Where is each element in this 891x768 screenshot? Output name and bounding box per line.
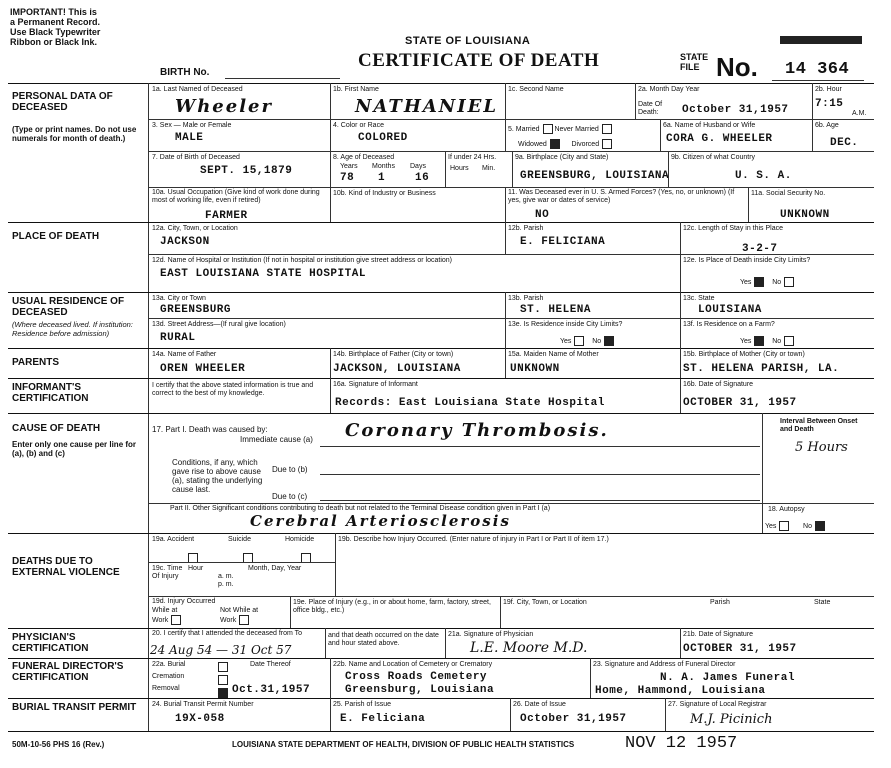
personal-section: PERSONAL DATA OF DECEASED [12, 91, 113, 113]
due-c-label: Due to (c) [272, 492, 308, 501]
cemetery-location: Greensburg, Louisiana [345, 684, 495, 696]
label-12d: 12d. Name of Hospital or Institution (If not in hospital or institution give street address or location) [152, 257, 452, 264]
registrar-signature: M.J. Picinich [690, 712, 773, 727]
label-9a: 9a. Birthplace (City and State) [515, 154, 609, 161]
ampm: A.M. [852, 110, 867, 117]
funeral-date: Oct.31,1957 [232, 684, 311, 696]
important-note: IMPORTANT! This is a Permanent Record. Use Black Typewriter Ribbon or Black Ink. [10, 7, 101, 47]
citizen: U. S. A. [735, 170, 792, 182]
director-location: Home, Hammond, Louisiana [595, 685, 766, 697]
informant-records: Records: East Louisiana State Hospital [335, 397, 605, 409]
label-25: 25. Parish of Issue [333, 701, 391, 708]
autopsy-boxes: Yes No [765, 521, 825, 531]
res-farm: Yes No [740, 336, 794, 346]
days-label: Days [410, 163, 426, 170]
label-1a: 1a. Last Named of Deceased [152, 86, 243, 93]
date-of-death-label: Date Of Death: [638, 101, 663, 116]
removal-box [215, 684, 228, 702]
label-6b: 6b. Age [815, 122, 839, 129]
label-1b: 1b. First Name [333, 86, 379, 93]
label-19b: 19b. Describe how Injury Occurred. (Enter nature of injury in Part I or Part II of item 17.) [338, 536, 609, 543]
under24-label: If under 24 Hrs. [448, 154, 497, 161]
pm-label: p. m. [218, 581, 234, 588]
cremation-label: Cremation [152, 673, 185, 680]
mother: UNKNOWN [510, 363, 560, 375]
label-22b: 22b. Name and Location of Cemetery or Crematory [333, 661, 493, 668]
issue-date: October 31,1957 [520, 713, 627, 725]
age-months: 1 [378, 172, 386, 184]
state-file-label: STATE FILE [680, 52, 709, 72]
label-13e: 13e. Is Residence inside City Limits? [508, 321, 623, 328]
armed-forces: NO [535, 209, 550, 221]
no-label: No. [716, 52, 758, 82]
residence-note: (Where deceased lived. If institution: Residence before admission) [12, 320, 133, 338]
place-section: PLACE OF DEATH [12, 231, 100, 242]
label-15b: 15b. Birthplace of Mother (City or town) [683, 351, 805, 358]
date-thereof-label: Date Thereof [250, 661, 291, 668]
father: OREN WHEELER [160, 363, 246, 375]
sex: MALE [175, 132, 204, 144]
label-26: 26. Date of Issue [513, 701, 566, 708]
label-19a: 19a. Accident [152, 536, 195, 543]
interval-label: Interval Between Onset and Death [780, 418, 858, 433]
hospital: EAST LOUISIANA STATE HOSPITAL [160, 268, 366, 280]
death-parish: E. FELICIANA [520, 236, 606, 248]
min-label: Min. [482, 165, 496, 172]
label-11a: 11a. Social Security No. [751, 190, 826, 197]
state-name: STATE OF LOUISIANA [405, 35, 531, 47]
dept-name: LOUISIANA STATE DEPARTMENT OF HEALTH, DIVISION OF PUBLIC HEALTH STATISTICS [232, 740, 575, 749]
external-section: DEATHS DUE TO EXTERNAL VIOLENCE [12, 556, 120, 578]
res-state: LOUISIANA [698, 304, 762, 316]
informant-cert-text: I certify that the above stated information is true and correct to the best of my knowledge. [152, 382, 314, 397]
file-number: 14 364 [785, 60, 850, 79]
father-birthplace: JACKSON, LOUISIANA [333, 363, 461, 375]
received-stamp: NOV 12 1957 [625, 734, 738, 753]
physician-section: PHYSICIAN'S CERTIFICATION [12, 632, 89, 654]
informant-section: INFORMANT'S CERTIFICATION [12, 382, 89, 404]
label-1c: 1c. Second Name [508, 86, 564, 93]
that-death-text: and that death occurred on the date and hour stated above. [328, 632, 439, 647]
informant-date: OCTOBER 31, 1957 [683, 397, 797, 409]
birthplace: GREENSBURG, LOUISIANA [520, 170, 670, 182]
label-15a: 15a. Maiden Name of Mother [508, 351, 599, 358]
occupation: FARMER [205, 210, 248, 222]
label-18: 18. Autopsy [768, 506, 805, 513]
label-4: 4. Color or Race [333, 122, 384, 129]
from-to: 24 Aug 54 — 31 Oct 57 [150, 643, 292, 657]
first-name: NATHANIEL [355, 96, 499, 117]
burial-parish: E. Feliciana [340, 713, 426, 725]
label-16b: 16b. Date of Signature [683, 381, 754, 388]
physician-date: OCTOBER 31, 1957 [683, 643, 797, 655]
years-label: Years [340, 163, 358, 170]
parents-section: PARENTS [12, 357, 60, 368]
cause-a: Coronary Thrombosis. [345, 420, 609, 441]
physician-signature: L.E. Moore M.D. [470, 640, 588, 656]
suicide-label: Suicide [228, 536, 251, 543]
label-14b: 14b. Birthplace of Father (City or town) [333, 351, 454, 358]
removal-label: Removal [152, 685, 180, 692]
label-19f: 19f. City, Town, or Location [503, 599, 587, 606]
director: N. A. James Funeral [660, 672, 795, 684]
label-2a: 2a. Month Day Year [638, 86, 700, 93]
due-b-label: Due to (b) [272, 465, 308, 474]
conditions-label: Conditions, if any, which gave rise to above cause (a), stating the underlying cause last. [172, 458, 263, 494]
label-12c: 12c. Length of Stay in this Place [683, 225, 784, 232]
ext-state-label: State [814, 599, 831, 606]
label-13c: 13c. State [683, 295, 715, 302]
cause-other: Cerebral Arteriosclerosis [250, 512, 511, 530]
label-3: 3. Sex — Male or Female [152, 122, 232, 129]
ssn: UNKNOWN [780, 209, 830, 221]
birth-no-label: BIRTH No. [160, 67, 210, 78]
label-13f: 13f. Is Residence on a Farm? [683, 321, 775, 328]
permit-number: 19X-058 [175, 713, 225, 725]
age-days: 16 [415, 172, 430, 184]
label-10a: 10a. Usual Occupation (Give kind of work done during most of working life, even if retired) [152, 189, 320, 204]
label-6a: 6a. Name of Husband or Wife [663, 122, 756, 129]
inside-limits: Yes No [740, 277, 794, 287]
label-7: 7. Date of Birth of Deceased [152, 154, 240, 161]
label-23: 23. Signature and Address of Funeral Director [593, 661, 736, 668]
label-2b: 2b. Hour [815, 86, 842, 93]
spouse: CORA G. WHEELER [666, 133, 773, 145]
months-label: Months [372, 163, 395, 170]
mdy-label: Month, Day, Year [248, 565, 302, 572]
label-24: 24. Burial Transit Permit Number [152, 701, 254, 708]
res-limits: Yes No [560, 336, 614, 346]
residence-section: USUAL RESIDENCE OF DECEASED [12, 296, 125, 318]
label-19c: 19c. Time Of Injury [152, 565, 183, 580]
black-bar [780, 36, 862, 44]
spouse-age: DEC. [830, 137, 859, 149]
label-13b: 13b. Parish [508, 295, 544, 302]
label-14a: 14a. Name of Father [152, 351, 217, 358]
res-parish: ST. HELENA [520, 304, 592, 316]
cause-note: Enter only one cause per line for (a), (b) and (c) [12, 440, 137, 458]
last-name: Wheeler [175, 96, 273, 117]
label-21b: 21b. Date of Signature [683, 631, 754, 638]
label-13a: 13a. City or Town [152, 295, 206, 302]
label-11: 11. Was Deceased ever in U. S. Armed Forces? (Yes, no, or unknown) (If yes, give war or dates of service) [508, 189, 735, 204]
label-22a: 22a. Burial [152, 661, 186, 668]
marital-row2: Widowed Divorced [518, 139, 612, 149]
race: COLORED [358, 132, 408, 144]
label-5: 5. Married Never Married [508, 124, 612, 134]
immediate-label: Immediate cause (a) [240, 435, 313, 444]
am-label: a. m. [218, 573, 234, 580]
label-27: 27. Signature of Local Registrar [668, 701, 767, 708]
label-19d: 19d. Injury Occurred [152, 598, 216, 605]
funeral-section: FUNERAL DIRECTOR'S CERTIFICATION [12, 661, 124, 683]
dob: SEPT. 15,1879 [200, 165, 293, 177]
cemetery: Cross Roads Cemetery [345, 671, 488, 683]
while-at-work: While at Work [152, 607, 192, 625]
label-13d: 13d. Street Address—(If rural give location) [152, 321, 286, 328]
mother-birthplace: ST. HELENA PARISH, LA. [683, 363, 840, 375]
label-10b: 10b. Kind of Industry or Business [333, 190, 436, 197]
hour: 7:15 [815, 98, 844, 110]
stay: 3-2-7 [742, 243, 778, 255]
res-city: GREENSBURG [160, 304, 232, 316]
hours-label: Hours [450, 165, 469, 172]
personal-note: (Type or print names. Do not use numerals for month of death.) [12, 125, 137, 143]
label-9b: 9b. Citizen of what Country [671, 154, 756, 161]
label-19e: 19e. Place of Injury (e.g., in or about home, farm, factory, street, office bldg., etc.) [293, 599, 491, 614]
death-city: JACKSON [160, 236, 210, 248]
res-street: RURAL [160, 332, 196, 344]
label-12e: 12e. Is Place of Death inside City Limits? [683, 257, 811, 264]
hour-label: Hour [188, 565, 204, 572]
interval-value: 5 Hours [795, 440, 848, 455]
ext-parish-label: Parish [710, 599, 730, 606]
cause-section: CAUSE OF DEATH [12, 423, 101, 434]
label-20: 20. I certify that I attended the deceased from To [152, 630, 303, 637]
certificate-title: CERTIFICATE OF DEATH [358, 50, 600, 71]
burial-section: BURIAL TRANSIT PERMIT [12, 702, 137, 713]
label-17: 17. Part I. Death was caused by: [152, 425, 268, 434]
date-of-death: October 31,1957 [682, 104, 789, 116]
homicide-label: Homicide [285, 536, 315, 543]
label-16a: 16a. Signature of Informant [333, 381, 418, 388]
label-12b: 12b. Parish [508, 225, 544, 232]
form-number: 50M-10-56 PHS 16 (Rev.) [12, 740, 105, 749]
label-21a: 21a. Signature of Physician [448, 631, 534, 638]
label-8: 8. Age of Deceased [333, 154, 395, 161]
part2-label: Part II. Other Significant conditions contributing to death but not related to the Terminal Disease condition given in Part I (a) [170, 505, 551, 512]
label-12a: 12a. City, Town, or Location [152, 225, 238, 232]
not-while-at-work: Not While at Work [220, 607, 259, 624]
age-years: 78 [340, 172, 355, 184]
